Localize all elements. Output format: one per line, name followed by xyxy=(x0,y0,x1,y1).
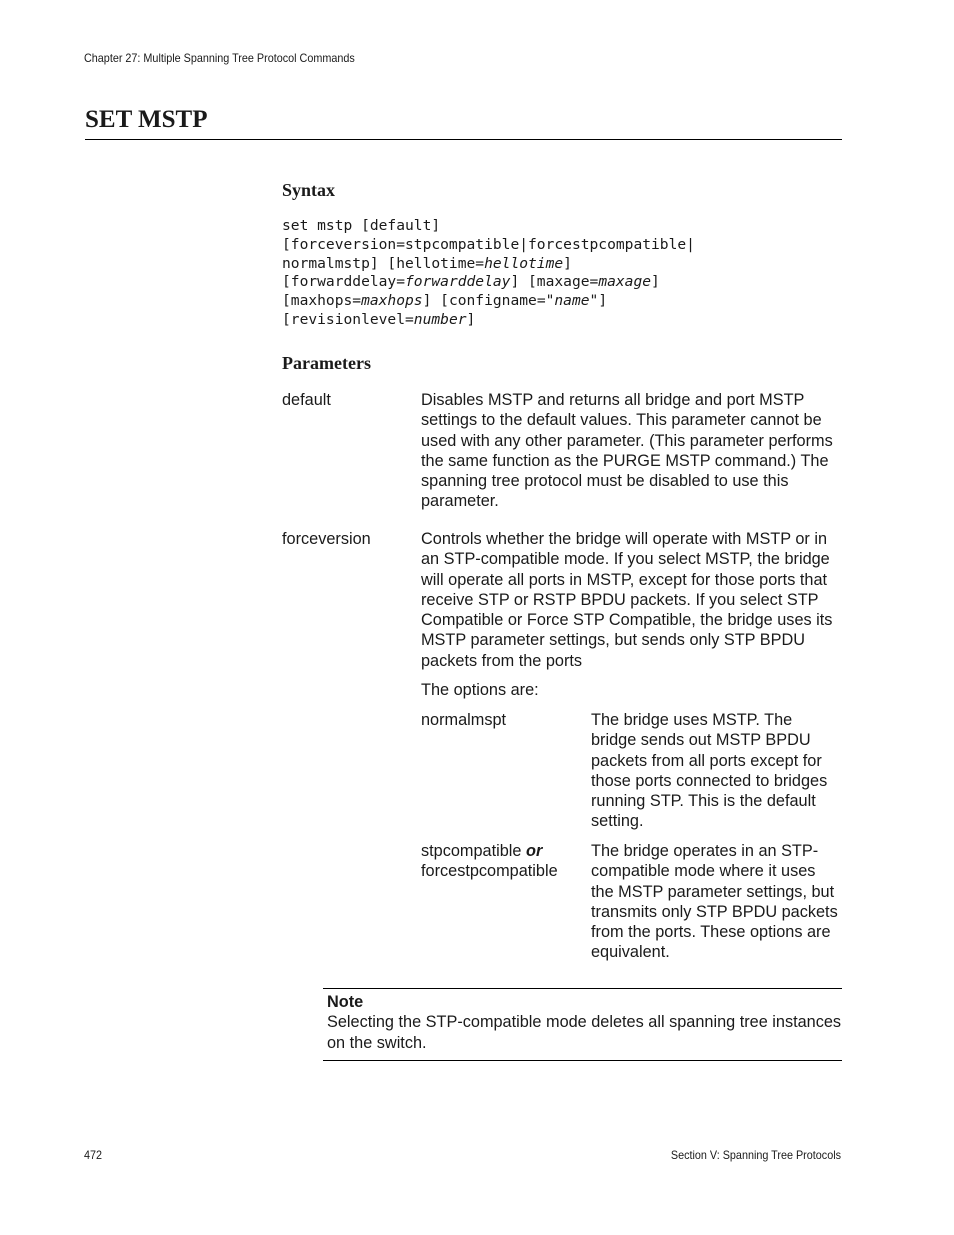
syntax-line xyxy=(282,273,695,292)
param-desc-forceversion: Controls whether the bridge will operate with MSTP or in an STP-compatible mode. If you select MSTP, the bridge will operate all ports in MSTP, except for those ports that receive STP or RSTP BPDU packets. If you select STP Compatible or Force STP Compatible, the bridge uses its MSTP parameter settings, but sends only STP BPDU packets from the ports xyxy=(421,530,833,670)
syntax-text: set mstp [default] xyxy=(282,217,441,234)
syntax-line xyxy=(282,311,695,330)
syntax-placeholder: number xyxy=(413,310,467,328)
syntax-text: [maxhops= xyxy=(282,292,362,310)
syntax-text: ] xyxy=(651,273,660,291)
param-term-default: default xyxy=(282,391,331,409)
syntax-text: "] xyxy=(589,292,608,310)
syntax-text: [forceversion=stpcompatible|forcestpcompatible| xyxy=(282,235,695,253)
syntax-text: ] [configname=" xyxy=(422,292,555,310)
syntax-placeholder: maxhops xyxy=(361,292,423,310)
syntax-text: ] [maxage= xyxy=(510,273,599,291)
syntax-line xyxy=(282,236,695,255)
option-name-or: or xyxy=(526,842,543,860)
page-title: SET MSTP xyxy=(85,106,208,133)
options-intro: The options are: xyxy=(421,681,539,699)
syntax-placeholder: forwarddelay xyxy=(405,273,511,291)
note-title: Note xyxy=(327,993,364,1011)
syntax-code-block xyxy=(282,217,695,330)
syntax-text: [revisionlevel= xyxy=(282,310,414,328)
option-name-stpcompatible xyxy=(421,841,558,882)
note-text: Selecting the STP-compatible mode deletes all spanning tree instances on the switch. xyxy=(327,1013,842,1052)
syntax-heading: Syntax xyxy=(282,180,336,200)
footer-section: Section V: Spanning Tree Protocols xyxy=(670,1148,841,1162)
option-name-normalmspt: normalmspt xyxy=(421,711,507,729)
syntax-text: ] xyxy=(466,310,476,328)
param-term-forceversion: forceversion xyxy=(282,530,371,548)
syntax-line xyxy=(282,255,695,274)
option-desc-normalmspt: The bridge uses MSTP. The bridge sends out MSTP BPDU packets from all ports except for those ports connected to bridges running STP. This is the default setting. xyxy=(591,711,828,831)
option-desc-stpcompatible: The bridge operates in an STP-compatible mode where it uses the MSTP parameter settings, but transmits only STP BPDU packets from the ports. These options are equivalent. xyxy=(591,842,838,962)
syntax-text: ] xyxy=(563,254,572,272)
syntax-placeholder: maxage xyxy=(598,273,652,291)
page-number: 472 xyxy=(84,1148,103,1162)
syntax-text: normalmstp] [hellotime= xyxy=(282,254,485,272)
syntax-line xyxy=(282,292,695,311)
parameters-heading: Parameters xyxy=(282,353,371,373)
option-name-part2: forcestpcompatible xyxy=(421,862,558,881)
syntax-placeholder: name xyxy=(554,292,590,310)
syntax-line xyxy=(282,217,695,236)
running-header: Chapter 27: Multiple Spanning Tree Protocol Commands xyxy=(84,51,355,65)
option-name-part1: stpcompatible xyxy=(421,842,522,860)
syntax-text: [forwarddelay= xyxy=(282,273,406,291)
param-desc-default: Disables MSTP and returns all bridge and port MSTP settings to the default values. This parameter cannot be used with any other parameter. (This parameter performs the same function as the PURGE MSTP command.) The spanning tree protocol must be disabled to use this parameter. xyxy=(421,391,833,511)
note-box xyxy=(323,988,842,1061)
title-rule xyxy=(85,139,842,140)
syntax-placeholder: hellotime xyxy=(484,254,564,272)
